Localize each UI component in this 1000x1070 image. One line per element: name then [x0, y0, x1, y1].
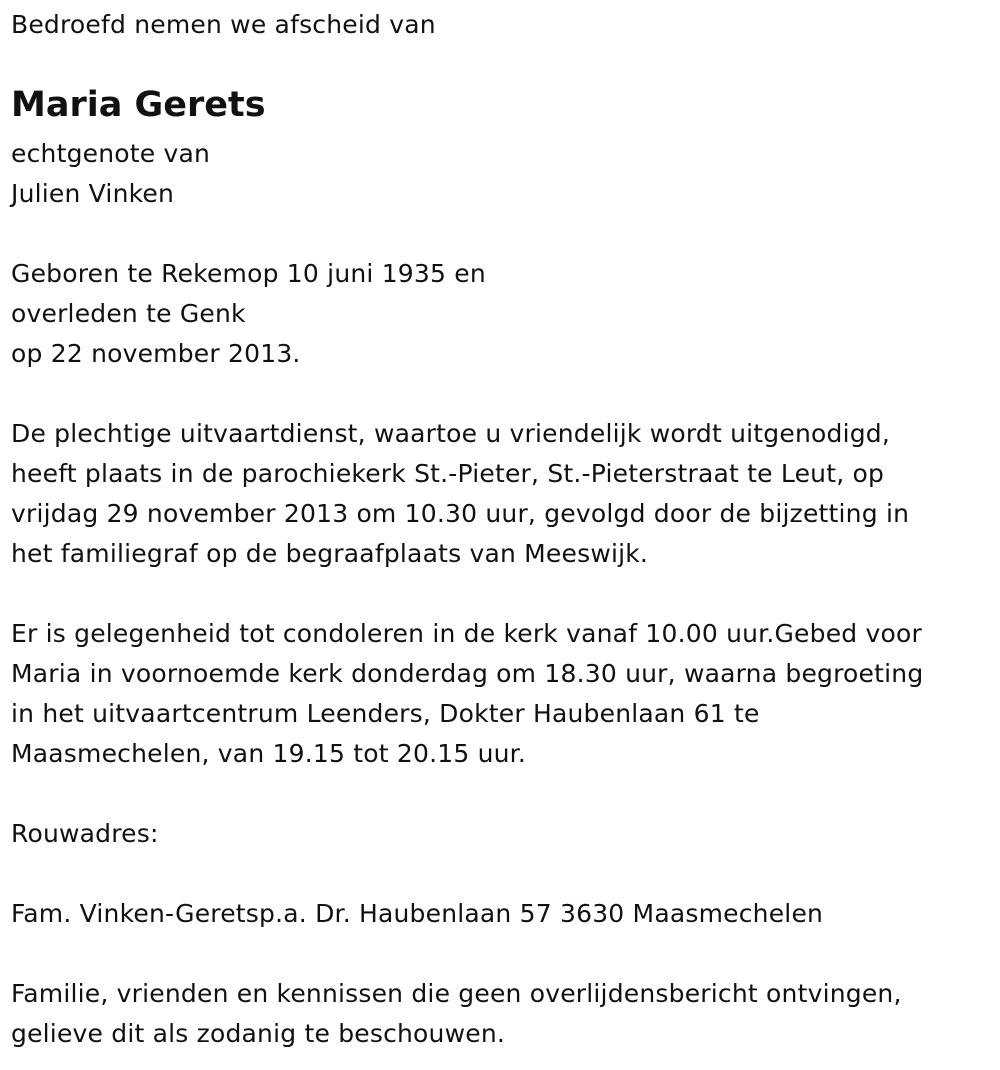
- birth-death-block: [11, 254, 486, 374]
- rouwadres-label: Rouwadres:: [11, 819, 159, 848]
- spouse-line: Julien Vinken: [11, 179, 175, 208]
- family-note-line: Familie, vrienden en kennissen die geen overlijdensbericht ontvingen,: [11, 979, 902, 1008]
- condolence-line: Maasmechelen, van 19.15 tot 20.15 uur.: [11, 739, 527, 768]
- deceased-name: Maria Gerets: [11, 85, 266, 125]
- rouwadres-label-block: [11, 814, 159, 854]
- family-note-line: gelieve dit als zodanig te beschouwen.: [11, 1019, 506, 1048]
- condolence-line: Maria in voornoemde kerk donderdag om 18.30 uur, waarna begroeting: [11, 659, 924, 688]
- condolence-line: in het uitvaartcentrum Leenders, Dokter Haubenlaan 61 te: [11, 699, 760, 728]
- address-block: [11, 894, 823, 934]
- spouse-block: [11, 134, 210, 214]
- service-line: heeft plaats in de parochiekerk St.-Pieter, St.-Pieterstraat te Leut, op: [11, 459, 885, 488]
- family-note-block: [11, 974, 902, 1054]
- service-line: De plechtige uitvaartdienst, waartoe u vriendelijk wordt uitgenodigd,: [11, 419, 890, 448]
- mourning-address: Fam. Vinken-Geretsp.a. Dr. Haubenlaan 57 3630 Maasmechelen: [11, 899, 824, 928]
- condolence-line: Er is gelegenheid tot condoleren in de kerk vanaf 10.00 uur.Gebed voor: [11, 619, 922, 648]
- birth-line: Geboren te Rekemop 10 juni 1935 en: [11, 259, 486, 288]
- service-line: het familiegraf op de begraafplaats van Meeswijk.: [11, 539, 649, 568]
- birth-line: op 22 november 2013.: [11, 339, 301, 368]
- birth-line: overleden te Genk: [11, 299, 246, 328]
- spouse-line: echtgenote van: [11, 139, 211, 168]
- funeral-service-block: [11, 414, 909, 574]
- condolence-block: [11, 614, 923, 774]
- service-line: vrijdag 29 november 2013 om 10.30 uur, gevolgd door de bijzetting in: [11, 499, 910, 528]
- intro-line: Bedroefd nemen we afscheid van: [11, 10, 436, 39]
